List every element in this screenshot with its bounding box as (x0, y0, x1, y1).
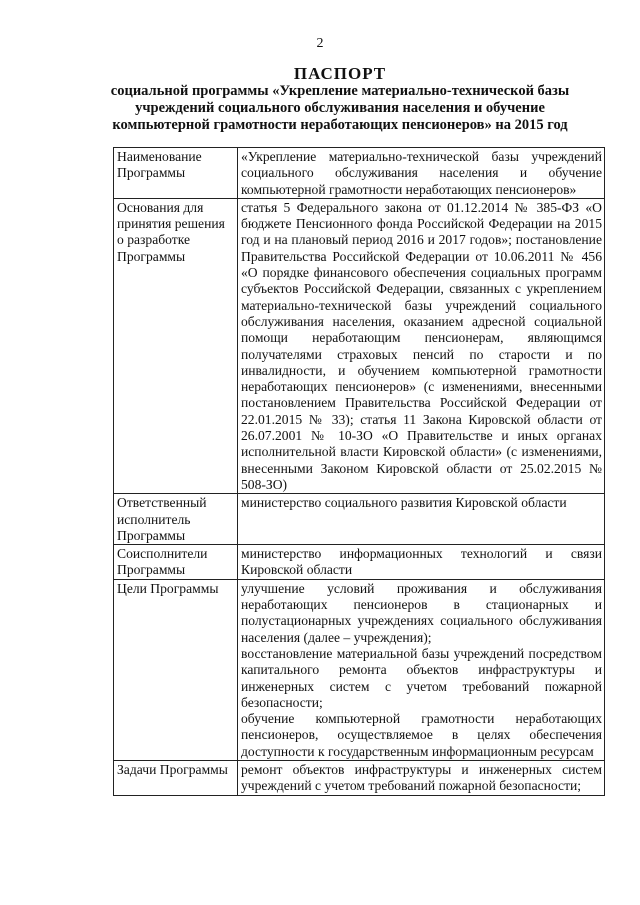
row-value (238, 579, 605, 760)
row-label: Соисполнители Программы (114, 545, 238, 580)
row-value (238, 148, 605, 199)
table-row (114, 579, 605, 760)
value-paragraph: «Укрепление материально-технической базы учреждений социального обслуживания населения и обучение компьютерной грамотности неработающих пенсионеров» (241, 149, 602, 197)
row-value (238, 198, 605, 493)
row-label: Наименование Программы (114, 148, 238, 199)
value-paragraph: обучение компьютерной грамотности неработающих пенсионеров, осуществляемое в целях обеспечения доступности к государственным информационным ресурсам (241, 711, 602, 759)
row-label: Цели Программы (114, 579, 238, 760)
table-row (114, 148, 605, 199)
table-row (114, 494, 605, 545)
row-label: Ответственный исполнитель Программы (114, 494, 238, 545)
row-label: Задачи Программы (114, 760, 238, 795)
table-row (114, 198, 605, 493)
value-paragraph: министерство социального развития Кировской области (241, 495, 567, 511)
value-paragraph: улучшение условий проживания и обслуживания неработающих пенсионеров в стационарных и полустационарных учреждениях социального обслуживания населения (далее – учреждения); (241, 580, 602, 645)
row-value (238, 760, 605, 795)
row-label: Основания для принятия решения о разработке Программы (114, 198, 238, 493)
title-subtitle: социальной программы «Укрепление материально-технической базы учреждений социального обслуживания населения и обучение компьютерной грамотности неработающих пенсионеров» на 2015 год (110, 83, 570, 133)
document-title (110, 64, 570, 134)
value-paragraph: статья 5 Федерального закона от 01.12.2014 № 385-ФЗ «О бюджете Пенсионного фонда Российской Федерации на 2015 год и на плановый период 2016 и 2017 годов»; постановление Правительства Российской Федерации от 10.06.2011 № 456 «О порядке финансового обеспечения социальных программ субъектов Российской Федерации, связанных с укреплением материально-технической базы учреждений социального обслуживания населения, оказанием адресной социальной помощи неработающим пенсионерам, являющимся получателями страховых пенсий по старости и по инвалидности, и обучением компьютерной грамотности неработающих пенсионеров» (с изменениями, внесенными постановлением Правительства Российской Федерации от 22.01.2015 № 33); статья 11 Закона Кировской области от 26.07.2001 № 10-ЗО «О Правительстве и иных органах исполнительной власти Кировской области» (с изменениями, внесенными Законом Кировской области от 25.02.2015 № 508-ЗО) (241, 199, 602, 492)
value-paragraph: ремонт объектов инфраструктуры и инженерных систем учреждений с учетом требований пожарной безопасности; (241, 761, 602, 794)
page-number: 2 (316, 36, 324, 51)
table-row (114, 545, 605, 580)
value-paragraph: восстановление материальной базы учреждений посредством капитального ремонта объектов инфраструктуры и инженерных систем с учетом требований пожарной безопасности; (241, 645, 602, 710)
row-value (238, 545, 605, 580)
row-value (238, 494, 605, 545)
title-main: ПАСПОРТ (293, 64, 387, 83)
table-row (114, 760, 605, 795)
passport-table (113, 147, 605, 796)
value-paragraph: министерство информационных технологий и связи Кировской области (241, 546, 602, 578)
